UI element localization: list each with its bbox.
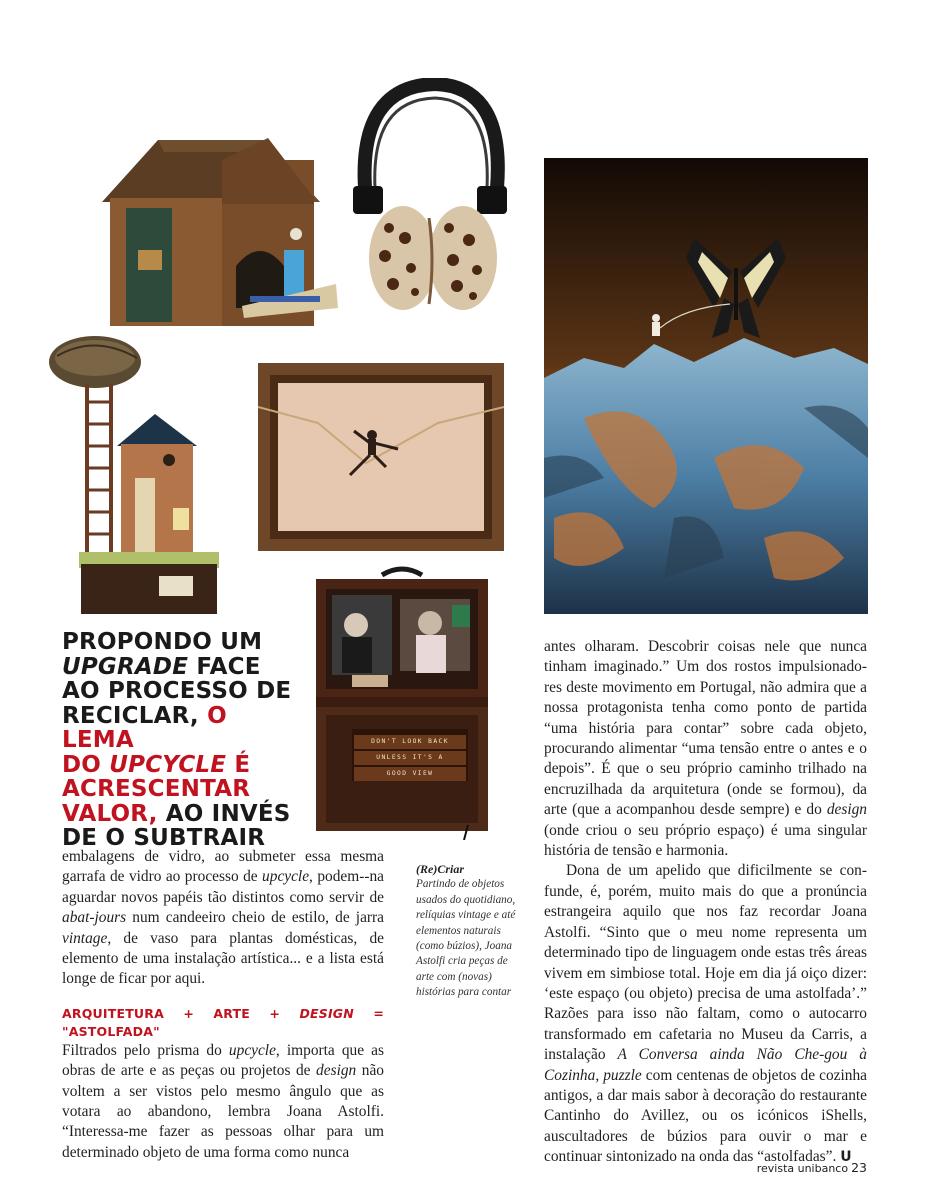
paragraph (62, 1041, 384, 1163)
text-run: design (316, 1062, 357, 1080)
pull-text-highlight: VALOR, (62, 800, 158, 827)
caption-text: Partindo de objetos usados do quotidiano, relíquias vintage e até elementos naturais (como búzios), Joana Astolfi cria peças de arte com (novas) histórias para contar (416, 878, 516, 999)
text-run: puzzle (603, 1066, 642, 1084)
nest-tower-house-photo (45, 328, 225, 618)
text-run: , de vaso para plantas domésticas, de elemento de uma instalação artística... e a lista está longe de ficar por aqui. (62, 929, 384, 988)
page-number: 23 (851, 1160, 867, 1175)
pull-text: AO PROCESSO DE (62, 678, 292, 704)
pull-text-highlight: ACRESCENTAR (62, 776, 251, 802)
end-mark-icon: U (840, 1149, 852, 1166)
butterfly-mountain-photo (544, 158, 868, 614)
pull-text-highlight: O LEMA (62, 702, 227, 753)
text-run: com centenas de objetos de cozinha antigos, a dar mais sabor à decoração do restaurante Cantinho do Avillez, ou os icónicos iShells, auscultadores de búzios para ouvir o mar e continuar sintonizado na onda das “astolfadas”. (544, 1066, 867, 1166)
pull-text: AO INVÉS (157, 800, 291, 827)
sign-line: UNLESS IT'S A (354, 751, 466, 765)
text-run: upcycle (228, 1041, 276, 1059)
article-column-right (544, 637, 867, 1168)
text-run: = "ASTOLFADA" (62, 1005, 384, 1039)
pull-text-emphasis: UPCYCLE (109, 751, 227, 778)
shell-headphones-photo (345, 78, 515, 318)
birdhouse-photo (100, 138, 340, 328)
text-run: vintage (62, 929, 108, 947)
section-heading (62, 1005, 384, 1041)
suitcase-sign (354, 733, 466, 783)
text-run: num candeeiro cheio de estilo, de jarra (126, 909, 384, 927)
suitcase-diorama-photo (312, 565, 492, 840)
text-run: , importa que as obras de arte e as peças ou projetos de (62, 1041, 384, 1080)
text-run: (onde criou o seu próprio espaço) é uma singular história de tensão e harmonia. (544, 821, 867, 860)
text-run: A Conversa ainda Não Che-gou à Cozinha (544, 1046, 867, 1084)
text-run: DESIGN (299, 1005, 354, 1021)
paragraph (544, 637, 867, 861)
text-run: ARQUITETURA + ARTE + (62, 1005, 300, 1021)
pull-text: RECICLAR, (62, 702, 199, 729)
page-footer (757, 1160, 867, 1175)
text-run: , (595, 1066, 604, 1084)
text-run: abat-jours (62, 909, 127, 927)
sign-line: GOOD VIEW (354, 767, 466, 781)
pull-text-emphasis: UPGRADE (62, 653, 189, 680)
pull-text-highlight: É (226, 751, 251, 778)
pull-text-highlight: DO (62, 751, 110, 778)
pull-text: PROPONDO UM (62, 629, 263, 655)
sign-line: DON'T LOOK BACK (354, 735, 466, 749)
text-run: , podem--na aguardar novos papéis tão distintos como servir de (62, 868, 384, 906)
paragraph (544, 861, 867, 1167)
pull-text: DE O SUBTRAIR (62, 825, 266, 851)
pull-text: FACE (188, 653, 261, 680)
photo-caption (416, 862, 528, 1001)
framed-tightrope-photo (258, 363, 504, 551)
paragraph (62, 847, 384, 990)
text-run: Filtrados pelo prisma do (62, 1041, 229, 1059)
text-run: embalagens de vidro, ao submeter essa mesma garrafa de vidro ao processo de (62, 848, 384, 886)
caption-title: (Re)Criar (416, 862, 464, 876)
text-run: não voltem a ser vistos pelo mesmo ângulo que as votara ao abandono, lembra Joana Astolfi. “Interessa-me fazer as pessoas olhar para um determinado objeto de uma forma como nunca (62, 1062, 384, 1161)
text-run: upcycle (262, 868, 310, 886)
text-run: antes olharam. Descobrir coisas nele que nunca tinham imaginado.” Um dos rostos impulsionado-res deste movimento em Portugal, não admira que a nossa protagonista tenha como ponto de partida “uma história para contar” sobre cada objeto, procurando alimentar “uma tensão entre o antes e o depois”. É que o seu próprio caminho trilhado na encruzilhada da arquitetura (onde se formou), da arte (que a acompanhou desde sempre) e do (544, 638, 867, 819)
text-run: Dona de um apelido que dificilmente se con-funde, é, porém, muito mais do que a pronúncia estrangeira aquilo que nos faz recordar Joana Astolfi. “Sinto que o meu nome representa um determinado tipo de linguagem onde estas três áreas vivem em simbiose total. Hoje em dia já oiço dizer: ‘este espaço (ou objeto) precisa de uma astolfada’.” Razões para isso não faltam, como o autocarro transformado em cafetaria no Museu da Carris, a instalação (544, 862, 867, 1064)
pull-quote (62, 630, 302, 851)
text-run: design (826, 801, 867, 819)
article-column-left (62, 847, 384, 1163)
magazine-name: revista unibanco (756, 1162, 849, 1175)
